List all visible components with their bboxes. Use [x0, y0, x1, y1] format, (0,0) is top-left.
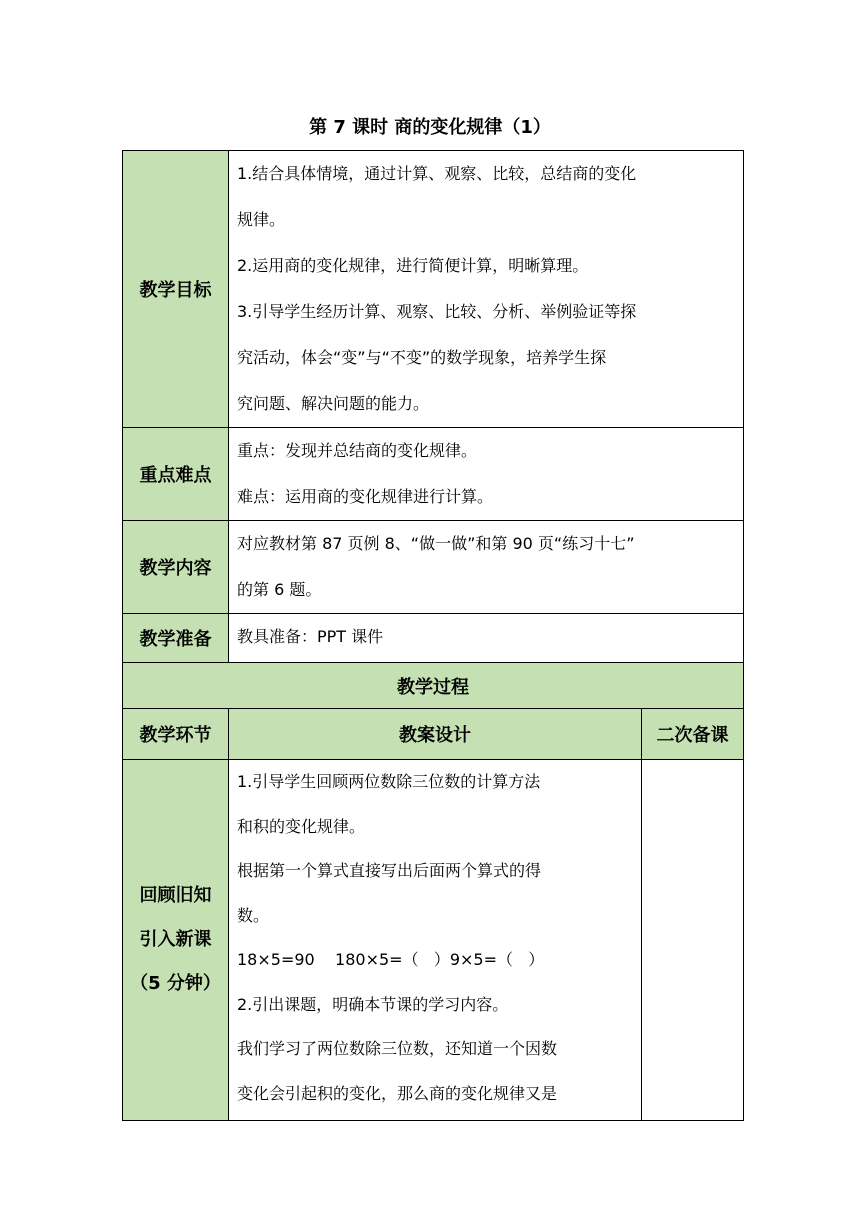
- text-line: 3.引导学生经历计算、观察、比较、分析、举例验证等探: [237, 302, 637, 321]
- page-title: 第 7 课时 商的变化规律（1）: [309, 117, 551, 138]
- text-line: 2.运用商的变化规律，进行简便计算，明晰算理。: [237, 256, 589, 275]
- key-points-content: [229, 428, 744, 521]
- column-header-row: [123, 709, 744, 760]
- text-line: 重点：发现并总结商的变化规律。: [237, 441, 478, 460]
- text-line: 数。: [237, 905, 270, 925]
- text-line: 对应教材第 87 页例 8、“做一做”和第 90 页“练习十七”: [237, 534, 635, 553]
- stage1-content: [229, 760, 642, 1121]
- column-design: 教案设计: [229, 709, 642, 760]
- objectives-label: 教学目标: [123, 151, 229, 428]
- text-line: 教具准备：PPT 课件: [237, 627, 384, 646]
- objectives-row: [123, 151, 744, 428]
- content-row: [123, 521, 744, 614]
- text-line: 的第 6 题。: [237, 580, 322, 599]
- text-line: 和积的变化规律。: [237, 816, 366, 836]
- preparation-label: 教学准备: [123, 614, 229, 663]
- text-line: 根据第一个算式直接写出后面两个算式的得: [237, 861, 542, 880]
- stage1-label: [123, 760, 229, 1121]
- text-line: 难点：运用商的变化规律进行计算。: [237, 487, 494, 506]
- stage1-label-line: 引入新课: [139, 929, 212, 950]
- text-line: 究活动，体会“变”与“不变”的数学现象，培养学生探: [237, 348, 607, 367]
- text-line: 变化会引起积的变化，那么商的变化规律又是: [237, 1083, 558, 1103]
- text-line: 2.引出课题，明确本节课的学习内容。: [237, 994, 509, 1014]
- stage1-label-line: （5 分钟）: [130, 973, 221, 994]
- column-stage: 教学环节: [123, 709, 229, 760]
- process-header: 教学过程: [123, 663, 744, 709]
- content-content: [229, 521, 744, 614]
- text-line: 规律。: [237, 210, 286, 229]
- preparation-content: [229, 614, 744, 663]
- text-line: 究问题、解决问题的能力。: [237, 394, 430, 413]
- key-points-label: 重点难点: [123, 428, 229, 521]
- key-points-row: [123, 428, 744, 521]
- column-second-prep: 二次备课: [642, 709, 744, 760]
- objectives-content: [229, 151, 744, 428]
- stage1-label-line: 回顾旧知: [139, 885, 212, 906]
- process-header-row: [123, 663, 744, 709]
- text-line: 1.引导学生回顾两位数除三位数的计算方法: [237, 772, 541, 791]
- text-line: 1.结合具体情境，通过计算、观察、比较，总结商的变化: [237, 164, 637, 183]
- text-line: 18×5=90 180×5=（ ）9×5=（ ）: [237, 950, 545, 969]
- preparation-row: [123, 614, 744, 663]
- text-line: 我们学习了两位数除三位数，还知道一个因数: [237, 1039, 558, 1058]
- lesson-plan-table: [122, 150, 744, 1121]
- content-label: 教学内容: [123, 521, 229, 614]
- stage1-row: [123, 760, 744, 1121]
- stage1-second-prep: [642, 760, 744, 1121]
